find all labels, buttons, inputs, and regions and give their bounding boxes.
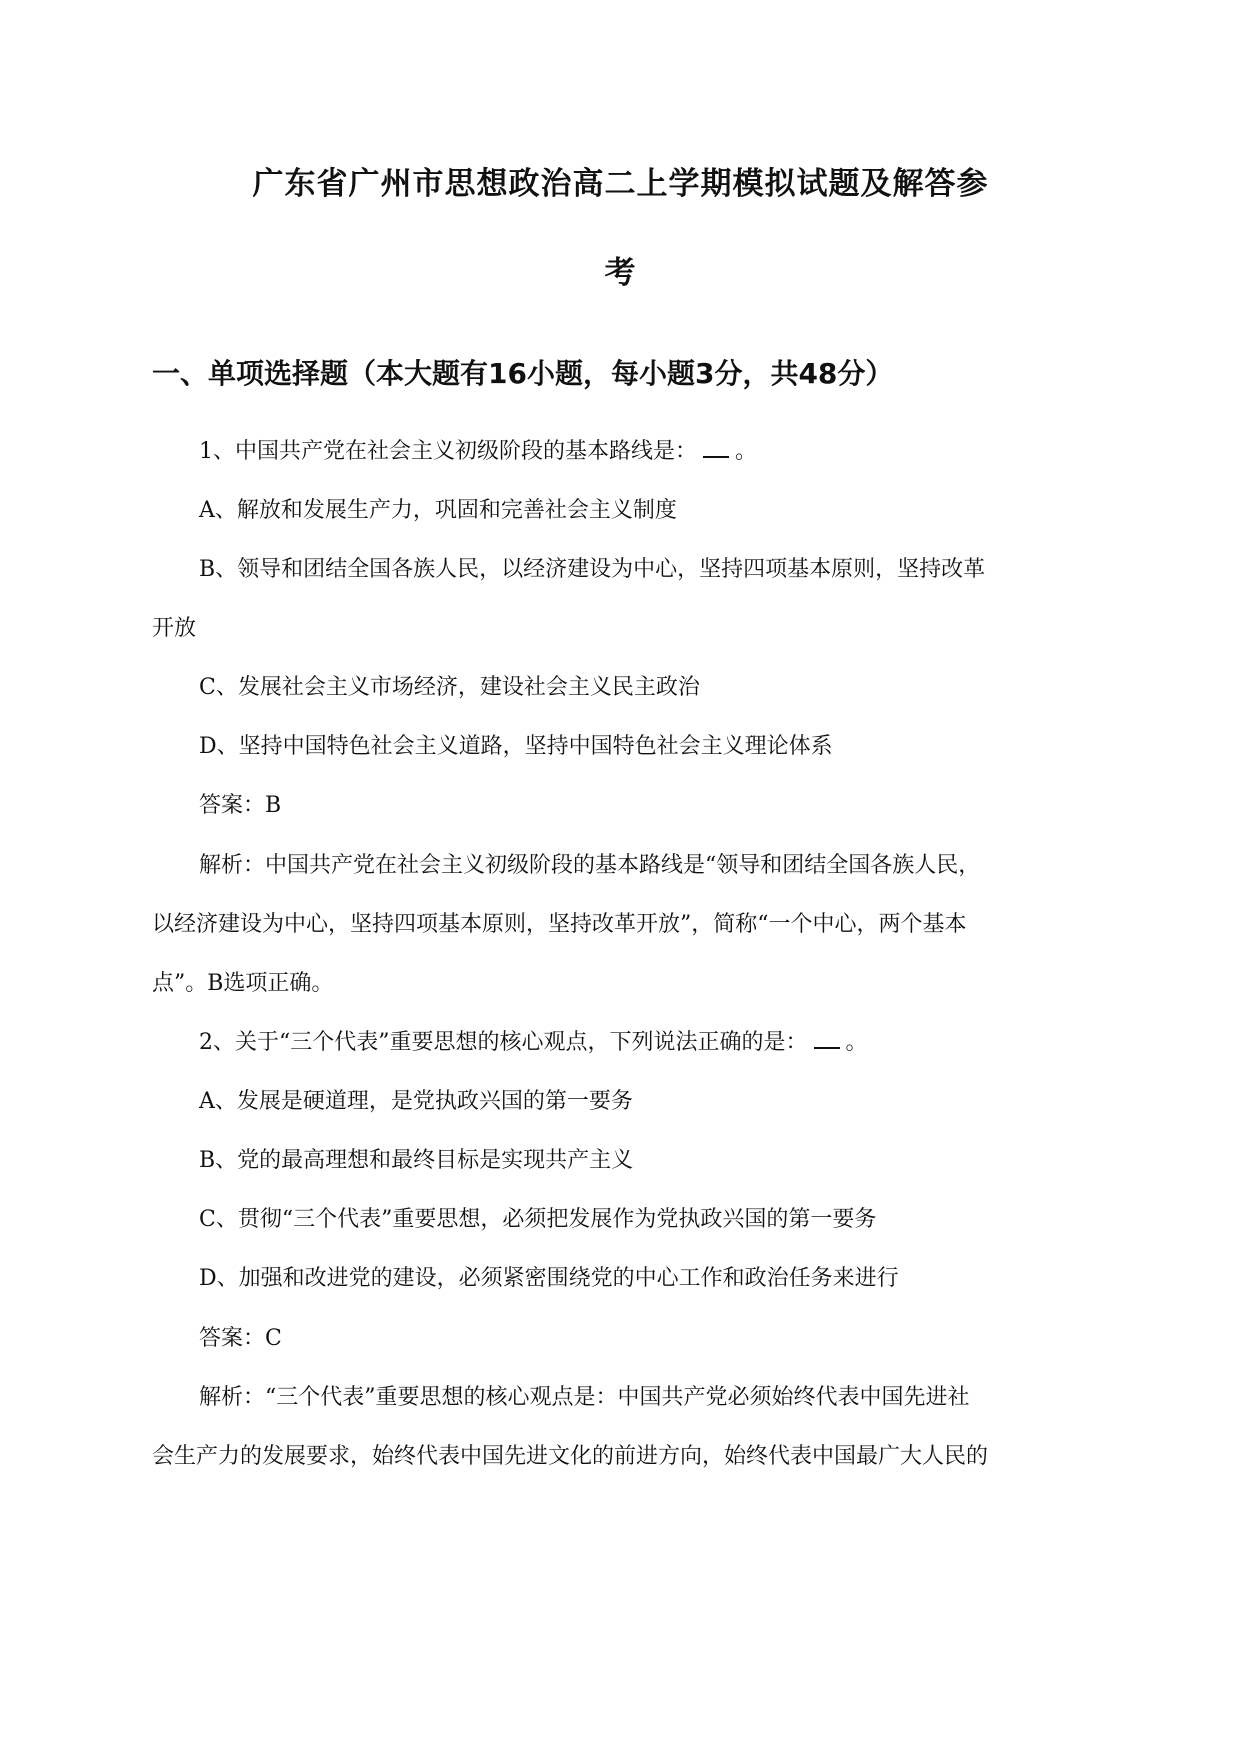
question-1-stem-text: 1、中国共产党在社会主义初级阶段的基本路线是： bbox=[199, 439, 697, 464]
question-1-option-b-continuation: 开放 bbox=[152, 616, 197, 641]
document-title-line-2: 考 bbox=[604, 255, 637, 291]
question-2-explanation: 解析：“三个代表”重要思想的核心观点是：中国共产党必须始终代表中国先进社 bbox=[199, 1385, 970, 1410]
question-2-stem bbox=[199, 1028, 868, 1058]
section-heading: 一、单项选择题（本大题有16小题，每小题3分，共48分） bbox=[152, 357, 894, 390]
question-2-option-b: B、党的最高理想和最终目标是实现共产主义 bbox=[199, 1148, 634, 1173]
answer-blank bbox=[814, 1029, 840, 1049]
question-2-answer: 答案：C bbox=[199, 1326, 282, 1351]
question-1-option-c: C、发展社会主义市场经济，建设社会主义民主政治 bbox=[199, 675, 700, 700]
answer-blank bbox=[703, 438, 729, 458]
question-1-explanation-continuation-1: 以经济建设为中心，坚持四项基本原则，坚持改革开放”，简称“一个中心，两个基本 bbox=[152, 912, 967, 937]
question-1-stem bbox=[199, 437, 757, 467]
question-1-option-a: A、解放和发展生产力，巩固和完善社会主义制度 bbox=[199, 498, 677, 523]
question-2-option-c: C、贯彻“三个代表”重要思想，必须把发展作为党执政兴国的第一要务 bbox=[199, 1207, 877, 1232]
question-2-option-a: A、发展是硬道理，是党执政兴国的第一要务 bbox=[199, 1089, 633, 1114]
question-1-option-d: D、坚持中国特色社会主义道路，坚持中国特色社会主义理论体系 bbox=[199, 734, 833, 759]
question-2-option-d: D、加强和改进党的建设，必须紧密围绕党的中心工作和政治任务来进行 bbox=[199, 1266, 899, 1291]
question-1-stem-end: 。 bbox=[735, 439, 758, 464]
question-1-answer: 答案：B bbox=[199, 793, 282, 818]
question-2-stem-end: 。 bbox=[845, 1030, 868, 1055]
question-2-stem-text: 2、关于“三个代表”重要思想的核心观点，下列说法正确的是： bbox=[199, 1030, 808, 1055]
question-1-option-b: B、领导和团结全国各族人民，以经济建设为中心，坚持四项基本原则，坚持改革 bbox=[199, 557, 986, 582]
question-2-explanation-continuation: 会生产力的发展要求，始终代表中国先进文化的前进方向，始终代表中国最广大人民的 bbox=[152, 1444, 989, 1469]
question-1-explanation: 解析：中国共产党在社会主义初级阶段的基本路线是“领导和团结全国各族人民， bbox=[199, 853, 981, 878]
question-1-explanation-continuation-2: 点”。B选项正确。 bbox=[152, 971, 334, 996]
document-title-line-1: 广东省广州市思想政治高二上学期模拟试题及解答参 bbox=[252, 166, 989, 202]
